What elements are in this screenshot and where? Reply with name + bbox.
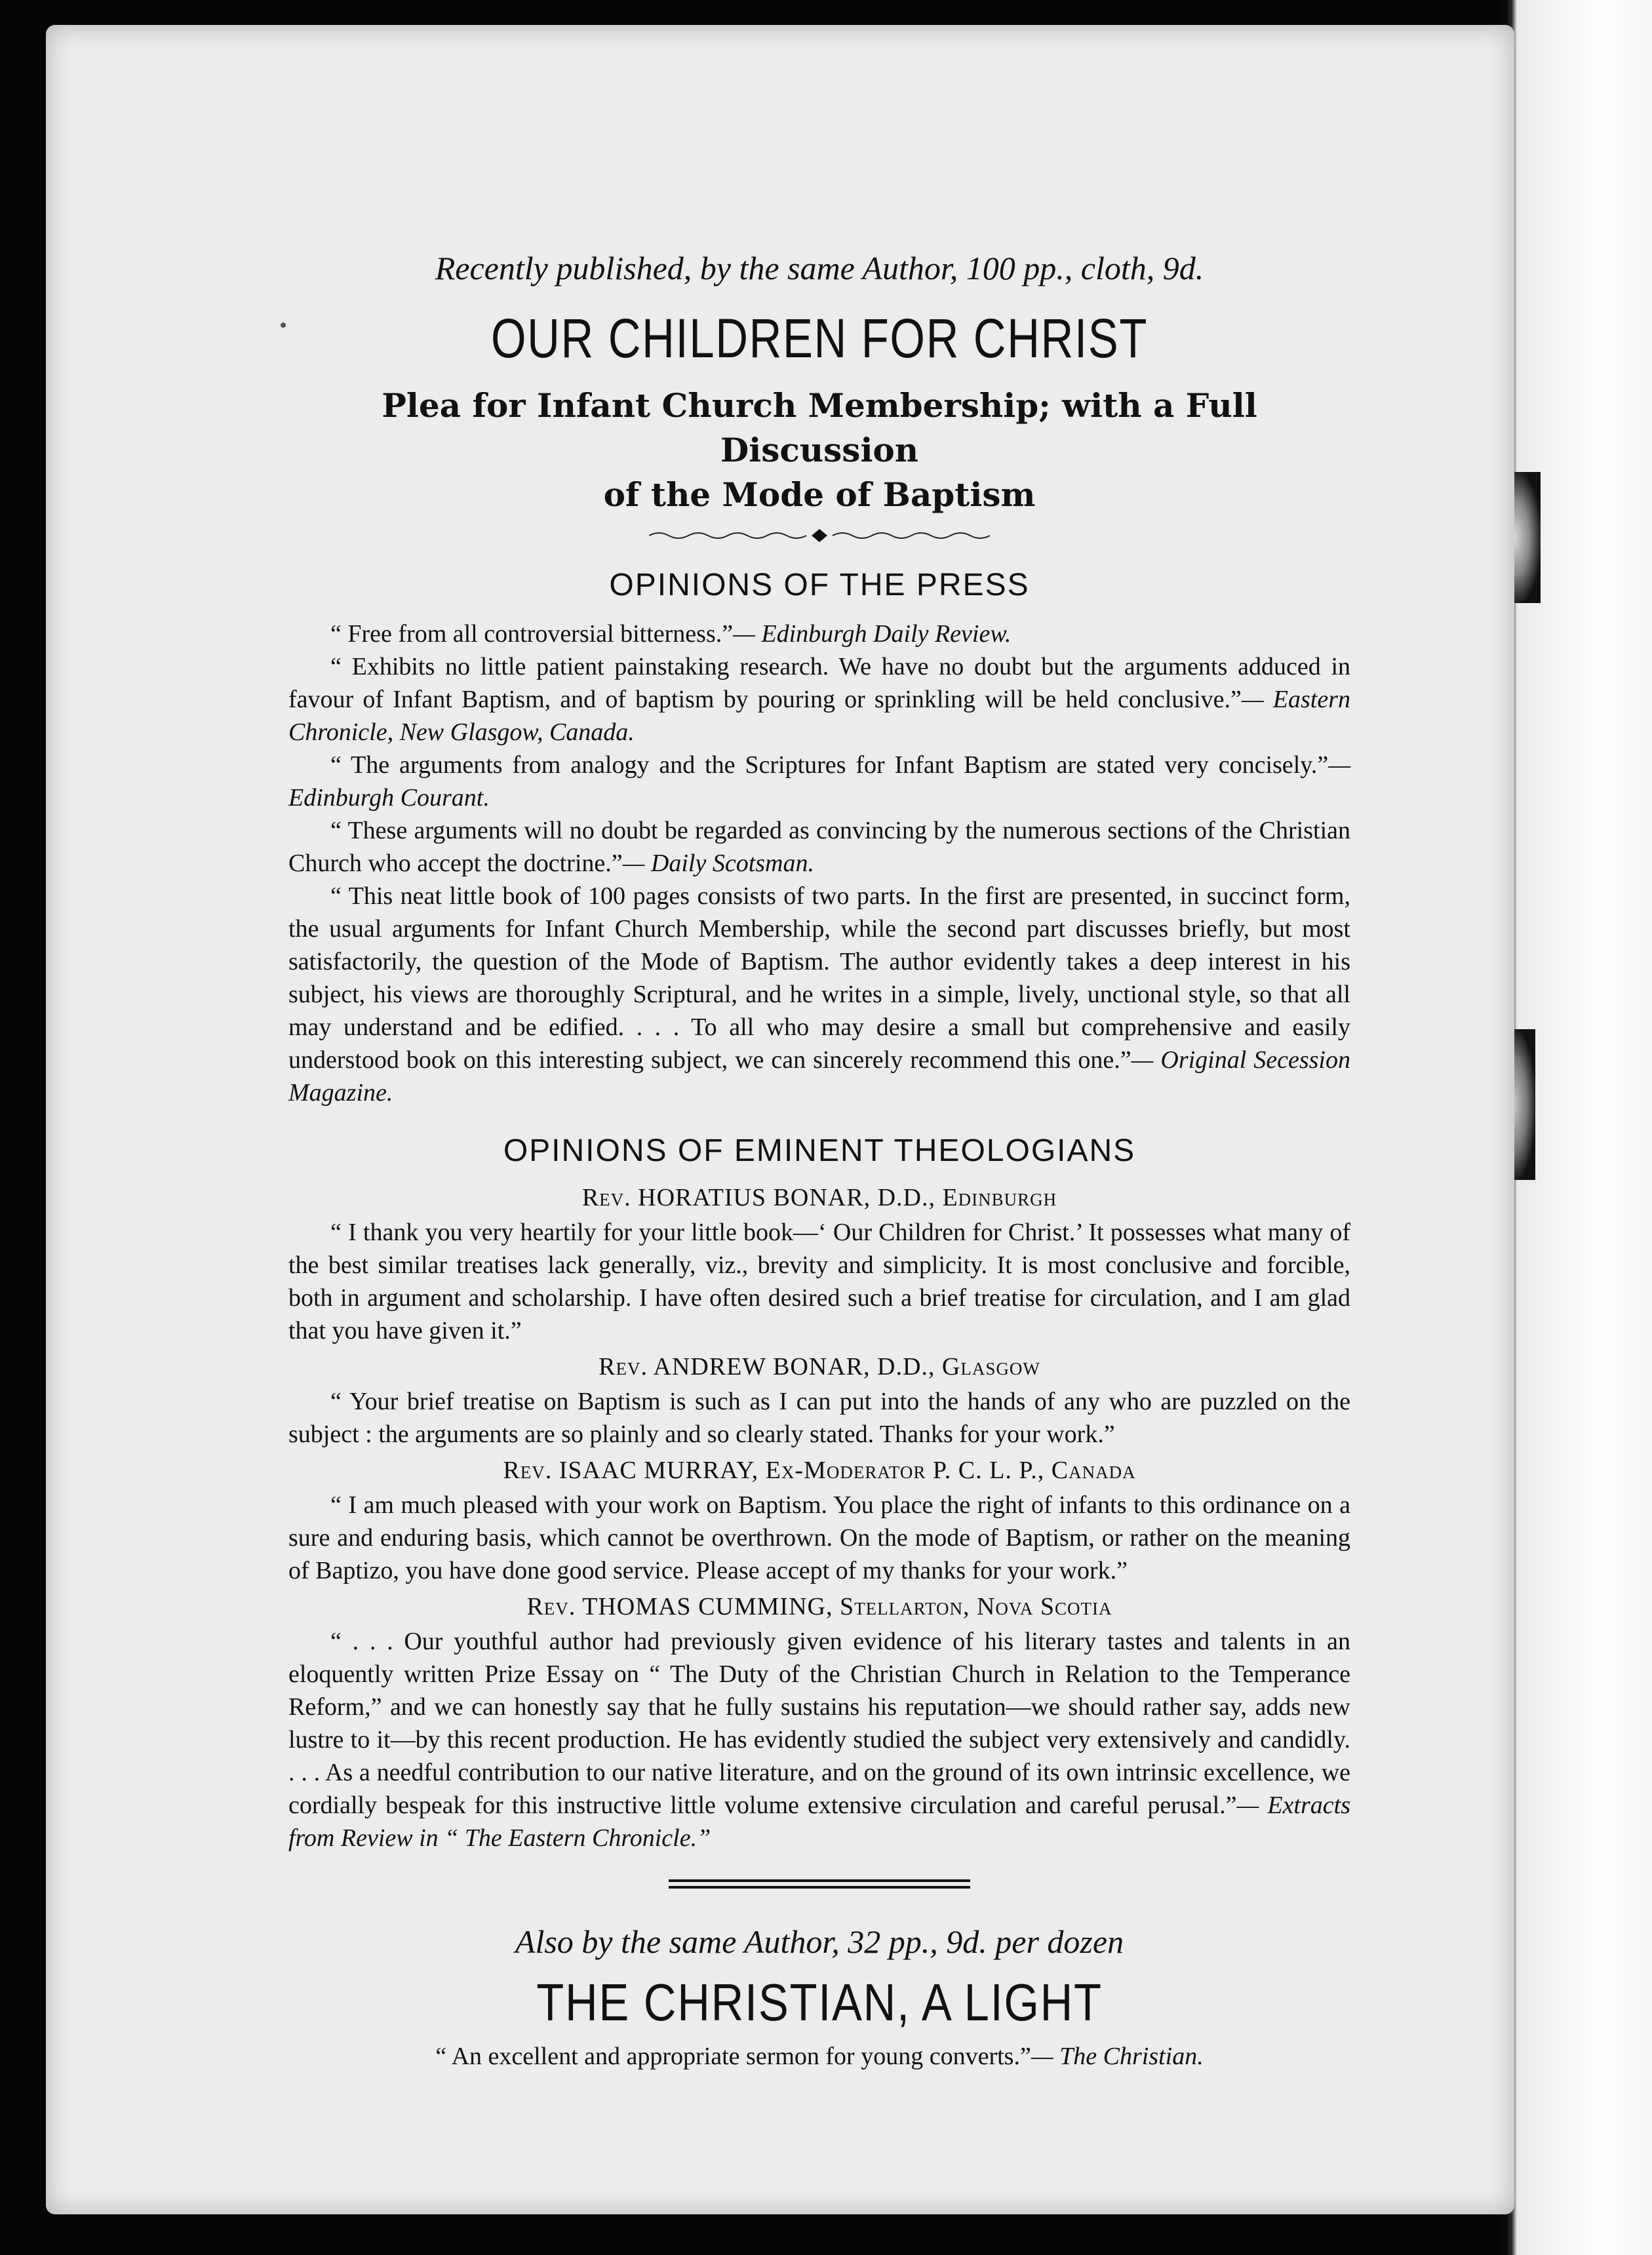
second-book-title: THE CHRISTIAN, A LIGHT: [536, 1973, 1103, 2031]
book-subtitle-line1: Plea for Infant Church Membership; with a Full Discussion: [382, 386, 1257, 469]
theologian-quote: “ I thank you very heartily for your little book—‘ Our Children for Christ.’ It possesses what many of the best similar treatises lack generally, viz., brevity and simplicity. It is most conclusive and forcible, both in argument and scholarship. I have often desired such a brief treatise for circulation, and I am glad that you have given it.”: [288, 1219, 1350, 1344]
press-quote: “ Free from all controversial bitterness.”— Edinburgh Daily Review.: [330, 620, 1012, 648]
also-by-line: Also by the same Author, 32 pp., 9d. per dozen: [515, 1923, 1124, 1960]
press-quotes: [288, 618, 1350, 1109]
theologian-name: Rev. THOMAS CUMMING, Stellarton, Nova Scotia: [526, 1593, 1112, 1620]
press-heading: OPINIONS OF THE PRESS: [609, 568, 1030, 602]
press-quote: “ These arguments will no doubt be regarded as convincing by the numerous sections of the Christian Church who accept the doctrine.”— Daily Scotsman.: [288, 817, 1350, 877]
second-book-quote: “ An excellent and appropriate sermon for young converts.”— The Christian.: [435, 2043, 1204, 2070]
paper-speck: [281, 323, 286, 328]
ornament-divider: [288, 528, 1350, 543]
theologian-name: Rev. ANDREW BONAR, D.D., Glasgow: [599, 1353, 1040, 1381]
double-rule: [669, 1879, 970, 1889]
theologian-name: Rev. ISAAC MURRAY, Ex-Moderator P. C. L. P., Canada: [503, 1457, 1136, 1484]
press-quote: “ This neat little book of 100 pages consists of two parts. In the first are presented, in succinct form, the usual arguments for Infant Church Membership, while the second part discusses briefly, but most satisfactorily, the question of the Mode of Baptism. The author evidently takes a deep interest in his subject, his views are thoroughly Scriptural, and he writes in a simple, lively, unctional style, so that all may understand and be edified. . . . To all who may desire a small but comprehensive and easily understood book on this interesting subject, we can sincerely recommend this one.”— Original Secession Magazine.: [288, 882, 1350, 1107]
theologian-quote: “ Your brief treatise on Baptism is such as I can put into the hands of any who are puzzled on the subject : the arguments are so plainly and so clearly stated. Thanks for your work.”: [288, 1388, 1350, 1448]
recently-published-line: Recently published, by the same Author, 100 pp., cloth, 9d.: [435, 250, 1204, 286]
page-content: [288, 249, 1350, 2071]
theologian-quote: “ I am much pleased with your work on Baptism. You place the right of infants to this ordinance on a sure and enduring basis, which cannot be overthrown. On the mode of Baptism, or rather on the meaning of Baptizo, you have done good service. Please accept of my thanks for your work.”: [288, 1491, 1350, 1584]
press-quote: “ The arguments from analogy and the Scriptures for Infant Baptism are stated very concisely.”— Edinburgh Courant.: [288, 751, 1350, 812]
press-quote: “ Exhibits no little patient painstaking research. We have no doubt but the arguments adduced in favour of Infant Baptism, and of baptism by pouring or sprinkling will be held conclusive.”— Eastern Chronicle, New Glasgow, Canada.: [288, 653, 1351, 746]
book-title: OUR CHILDREN FOR CHRIST: [490, 307, 1149, 369]
theologians-heading: OPINIONS OF EMINENT THEOLOGIANS: [503, 1133, 1136, 1168]
book-subtitle-line2: of the Mode of Baptism: [603, 475, 1036, 514]
theologian-name: Rev. HORATIUS BONAR, D.D., Edinburgh: [581, 1184, 1057, 1211]
theologian-quote: “ . . . Our youthful author had previously given evidence of his literary tastes and talents in an eloquently written Prize Essay on “ The Duty of the Christian Church in Relation to the Temperance Reform,” and we can honestly say that he fully sustains his reputation—we should rather say, adds new lustre to it—by this recent production. He has evidently studied the subject very extensively and candidly. . . . As a needful contribution to our native literature, and on the ground of its own intrinsic excellence, we cordially bespeak for this instructive little volume extensive circulation and careful perusal.”— Extracts from Review in “ The Eastern Chronicle.”: [288, 1628, 1350, 1852]
